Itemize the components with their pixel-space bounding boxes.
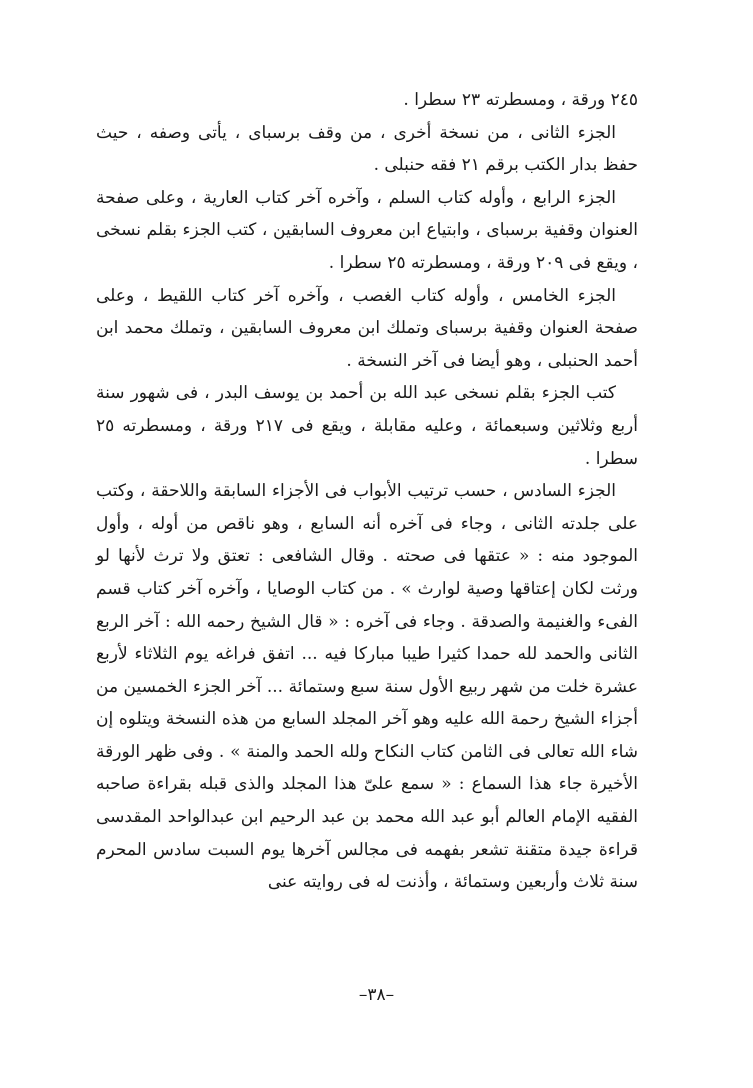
paragraph-part-five: الجزء الخامس ، وأوله كتاب الغصب ، وآخره آخر كتاب اللقيط ، وعلى صفحة العنوان وقفية برسباى وتملك ابن معروف السابقين ، وتملك محمد ابن أحمد الحنبلى ، وهو أيضا فى آخر النسخة . xyxy=(96,285,638,371)
paragraph-part-two: الجزء الثانى ، من نسخة أخرى ، من وقف برسباى ، يأتى وصفه ، حيث حفظ بدار الكتب برقم ٢١ فقه حنبلى . xyxy=(96,122,638,176)
paragraph-part-four: الجزء الرابع ، وأوله كتاب السلم ، وآخره آخر كتاب العارية ، وعلى صفحة العنوان وقفية برسباى ، وابتياع ابن معروف السابقين ، كتب الجزء بقلم نسخى ، ويقع فى ٢٠٩ ورقة ، ومسطرته ٢٥ سطرا . xyxy=(96,187,638,273)
paragraph-copyist: كتب الجزء بقلم نسخى عبد الله بن أحمد بن يوسف البدر ، فى شهور سنة أربع وثلاثين وسبعمائة ، وعليه مقابلة ، ويقع فى ٢١٧ ورقة ، ومسطرته ٢٥ سطرا . xyxy=(96,383,638,469)
body-text xyxy=(96,84,638,899)
page-number: –٣٨– xyxy=(358,985,395,1005)
paragraph-continuation: ٢٤٥ ورقة ، ومسطرته ٢٣ سطرا . xyxy=(403,90,638,110)
paragraph-part-six: الجزء السادس ، حسب ترتيب الأبواب فى الأجزاء السابقة واللاحقة ، وكتب على جلدته الثانى ، وجاء فى آخره أنه السابع ، وهو ناقص من أوله ، وأول الموجود منه : « عتقها فى صحته . وقال الشافعى : تعتق ولا ترث لأنها لو ورثت لكان إعتاقها وصية لوارث » . من كتاب الوصايا ، وآخره آخر كتاب قسم الفىء والغنيمة والصدقة . وجاء فى آخره : « قال الشيخ رحمه الله : آخر الربع الثانى والحمد لله حمدا كثيرا طيبا مباركا فيه ... اتفق فراغه يوم الثلاثاء لأربع عشرة خلت من شهر ربيع الأول سنة سبع وستمائة ... آخر الجزء الخمسين من أجزاء الشيخ رحمة الله عليه وهو آخر المجلد السابع من هذه النسخة ويتلوه إن شاء الله تعالى فى الثامن كتاب النكاح ولله الحمد والمنة » . وفى ظهر الورقة الأخيرة جاء هذا السماع : « سمع علىّ هذا المجلد والذى قبله بقراءة صاحبه الفقيه الإمام العالم أبو عبد الله محمد بن عبد الرحيم ابن عبدالواحد المقدسى قراءة جيدة متقنة تشعر بفهمه فى مجالس آخرها يوم السبت سادس المحرم سنة ثلاث وأربعين وستمائة ، وأذنت له فى روايته عنى xyxy=(96,481,638,893)
